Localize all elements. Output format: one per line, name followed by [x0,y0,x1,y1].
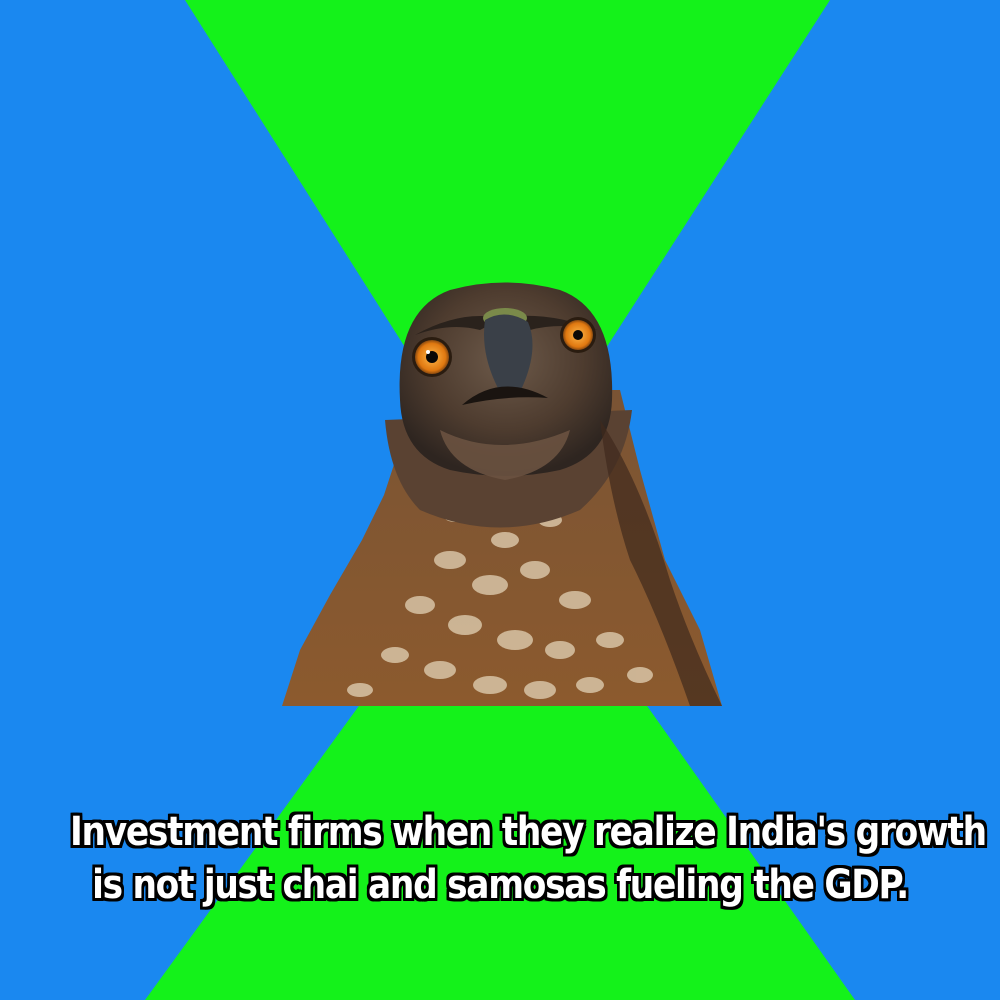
hawk-right-eye [560,317,596,353]
caption-line-1: Investment firms when they realize India's growth [70,809,986,855]
hawk-left-eye [412,337,452,377]
caption-line-2: is not just chai and samosas fueling the GDP. [92,862,908,908]
meme-caption [70,806,986,912]
